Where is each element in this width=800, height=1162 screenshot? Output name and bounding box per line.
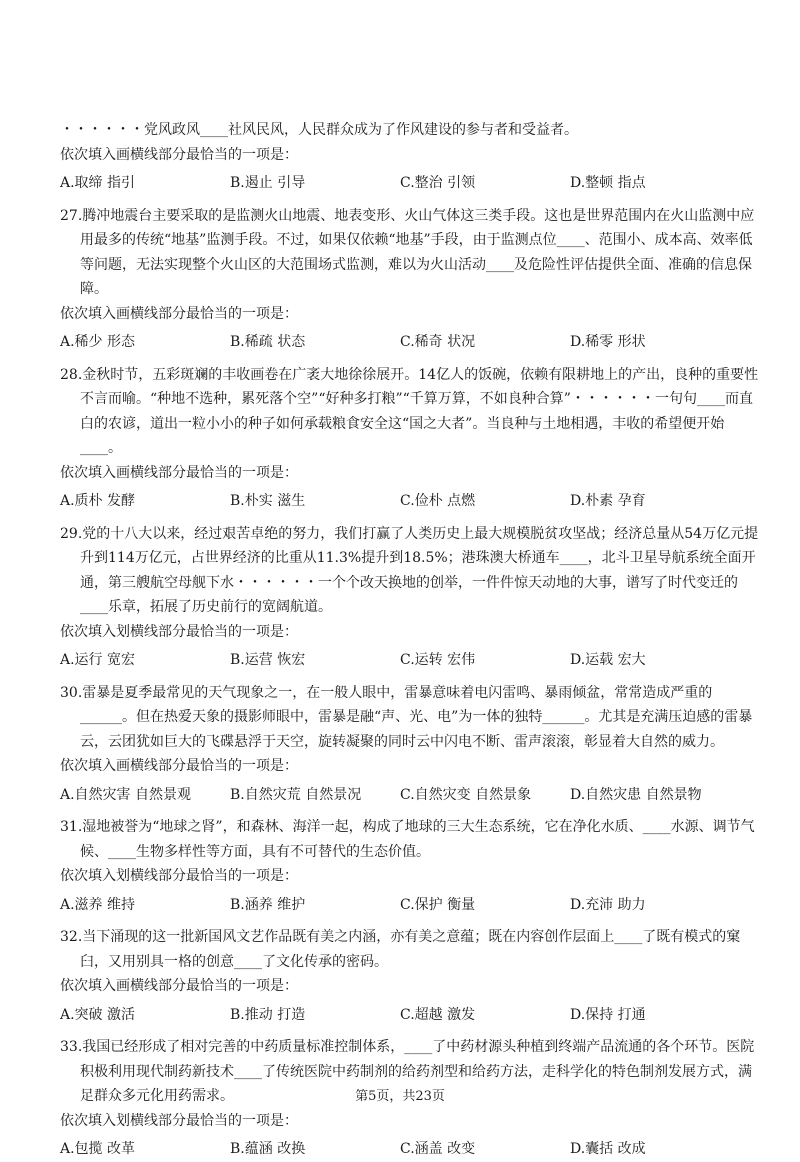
option-a[interactable]: A.稀少 形态 — [60, 334, 136, 350]
option-b[interactable]: B.推动 打造 — [230, 1006, 306, 1023]
option-c[interactable]: C.稀奇 状况 — [400, 334, 476, 350]
option-a[interactable]: A.质朴 发酵 — [60, 493, 136, 509]
options-row — [60, 999, 760, 1028]
question-prompt: 依次填入画横线部分最恰当的一项是： — [60, 758, 298, 774]
question-27 — [60, 204, 760, 355]
question-stem: 32.当下涌现的这一批新国风文艺作品既有美之内涵，亦有美之意蕴；既在内容创作层面上____了既有模式的窠臼，又用别具一格的创意____了文化传承的密码。 — [60, 929, 741, 970]
question-26-continuation — [60, 118, 760, 196]
option-a[interactable]: A.运行 宽宏 — [60, 652, 136, 668]
question-stem: 31.湿地被誉为“地球之肾”，和森林、海洋一起，构成了地球的三大生态系统，它在净化水质、____水源、调节气候、____生物多样性等方面，具有不可替代的生态价值。 — [60, 819, 755, 860]
question-32 — [60, 925, 760, 1027]
option-a[interactable]: A.自然灾害 自然景观 — [60, 786, 192, 803]
option-c[interactable]: C.自然灾变 自然景象 — [400, 786, 532, 803]
question-prompt: 依次填入画横线部分最恰当的一项是： — [60, 978, 298, 994]
option-c[interactable]: C.俭朴 点燃 — [400, 493, 476, 509]
option-c[interactable]: C.运转 宏伟 — [400, 652, 476, 668]
option-d[interactable]: D.稀零 形状 — [570, 334, 646, 350]
question-prompt: 依次填入划横线部分最恰当的一项是： — [60, 868, 298, 884]
option-b[interactable]: B.朴实 滋生 — [230, 493, 306, 509]
question-29 — [60, 522, 760, 673]
question-prompt: 依次填入画横线部分最恰当的一项是： — [60, 146, 298, 163]
question-stem: 28.金秋时节，五彩斑斓的丰收画卷在广袤大地徐徐展开。14亿人的饭碗，依赖有限耕地上的产出，良种的重要性不言而喻。“种地不选种，累死落个空”“好种多打粮”“千算万算，不如良种合算”・・・・・・一句句____而直白的农谚，道出一粒小小的种子如何承载粮食安全这“国之大者”。当良种与土地相遇，丰收的希望便开始____。 — [60, 366, 759, 456]
option-b[interactable]: B.自然灾荒 自然景况 — [230, 786, 362, 803]
option-c[interactable]: C.超越 激发 — [400, 1006, 476, 1023]
question-stem: 33.我国已经形成了相对完善的中药质量标准控制体系，____了中药材源头种植到终端产品流通的各个环节。医院积极利用现代制药新技术____了传统医院中药制剂的给药剂型和给药方法，走科学化的特色制剂发展方式，满足群众多元化用药需求。 — [60, 1039, 755, 1104]
question-30 — [60, 681, 760, 808]
option-d[interactable]: D.充沛 助力 — [570, 896, 646, 913]
option-b[interactable]: B.蕴涵 改换 — [230, 1141, 306, 1157]
question-31 — [60, 815, 760, 917]
option-d[interactable]: D.朴素 孕育 — [570, 493, 646, 509]
options-row — [60, 326, 760, 355]
option-b[interactable]: B.遏止 引导 — [230, 175, 306, 191]
question-prompt: 依次填入画横线部分最恰当的一项是： — [60, 464, 298, 481]
question-prompt: 依次填入划横线部分最恰当的一项是： — [60, 623, 298, 640]
option-d[interactable]: D.整顿 指点 — [570, 175, 646, 191]
options-row — [60, 485, 760, 514]
question-stem: 27.腾冲地震台主要采取的是监测火山地震、地表变形、火山气体这三类手段。这也是世界范围内在火山监测中应用最多的传统“地基”监测手段。不过，如果仅依赖“地基”手段，由于监测点位____、范围小、成本高、效率低等问题，无法实现整个火山区的大范围场式监测，难以为火山活动____及危险性评估提供全面、准确的信息保障。 — [60, 207, 755, 297]
question-prompt: 依次填入画横线部分最恰当的一项是： — [60, 305, 298, 322]
question-28 — [60, 363, 760, 514]
options-row — [60, 1133, 760, 1162]
question-stem: 30.雷暴是夏季最常见的天气现象之一，在一般人眼中，雷暴意味着电闪雷鸣、暴雨倾盆，常常造成严重的______。但在热爱天象的摄影师眼中，雷暴是融“声、光、电”为一体的独特______。尤其是充满压迫感的雷暴云，云团犹如巨大的飞碟悬浮于天空，旋转凝聚的同时云中闪电不断、雷声滚滚，彰显着大自然的威力。 — [60, 684, 753, 750]
options-row — [60, 779, 760, 808]
option-a[interactable]: A.包揽 改革 — [60, 1141, 136, 1157]
option-b[interactable]: B.稀疏 状态 — [230, 334, 306, 350]
option-c[interactable]: C.涵盖 改变 — [400, 1141, 476, 1157]
question-prompt: 依次填入划横线部分最恰当的一项是： — [60, 1112, 298, 1129]
option-c[interactable]: C.保护 衡量 — [400, 896, 476, 913]
question-stem: 29.党的十八大以来，经过艰苦卓绝的努力，我们打赢了人类历史上最大规模脱贫攻坚战；经济总量从54万亿元提升到114万亿元，占世界经济的比重从11.3%提升到18.5%；港珠澳大桥通车____，北斗卫星导航系统全面开通，第三艘航空母舰下水・・・・・・一个个改天换地的创举，一件件惊天动地的大事，谱写了时代变迁的____乐章，拓展了历史前行的宽阔航道。 — [60, 525, 759, 615]
exam-page — [60, 118, 760, 1162]
page-number: 第5页，共23页 — [355, 1089, 445, 1104]
option-d[interactable]: D.运载 宏大 — [570, 652, 646, 668]
option-d[interactable]: D.自然灾患 自然景物 — [570, 786, 702, 803]
option-d[interactable]: D.保持 打通 — [570, 1006, 646, 1023]
continued-text: ・・・・・・党风政风____社风民风，人民群众成为了作风建设的参与者和受益者。 — [60, 122, 578, 138]
option-a[interactable]: A.滋养 维持 — [60, 896, 136, 913]
options-row — [60, 167, 760, 196]
option-b[interactable]: B.涵养 维护 — [230, 896, 306, 913]
options-row — [60, 889, 760, 918]
options-row — [60, 644, 760, 673]
option-a[interactable]: A.突破 激活 — [60, 1006, 136, 1023]
option-b[interactable]: B.运营 恢宏 — [230, 652, 306, 668]
option-c[interactable]: C.整治 引领 — [400, 175, 476, 191]
option-a[interactable]: A.取缔 指引 — [60, 175, 136, 191]
option-d[interactable]: D.囊括 改成 — [570, 1141, 646, 1157]
